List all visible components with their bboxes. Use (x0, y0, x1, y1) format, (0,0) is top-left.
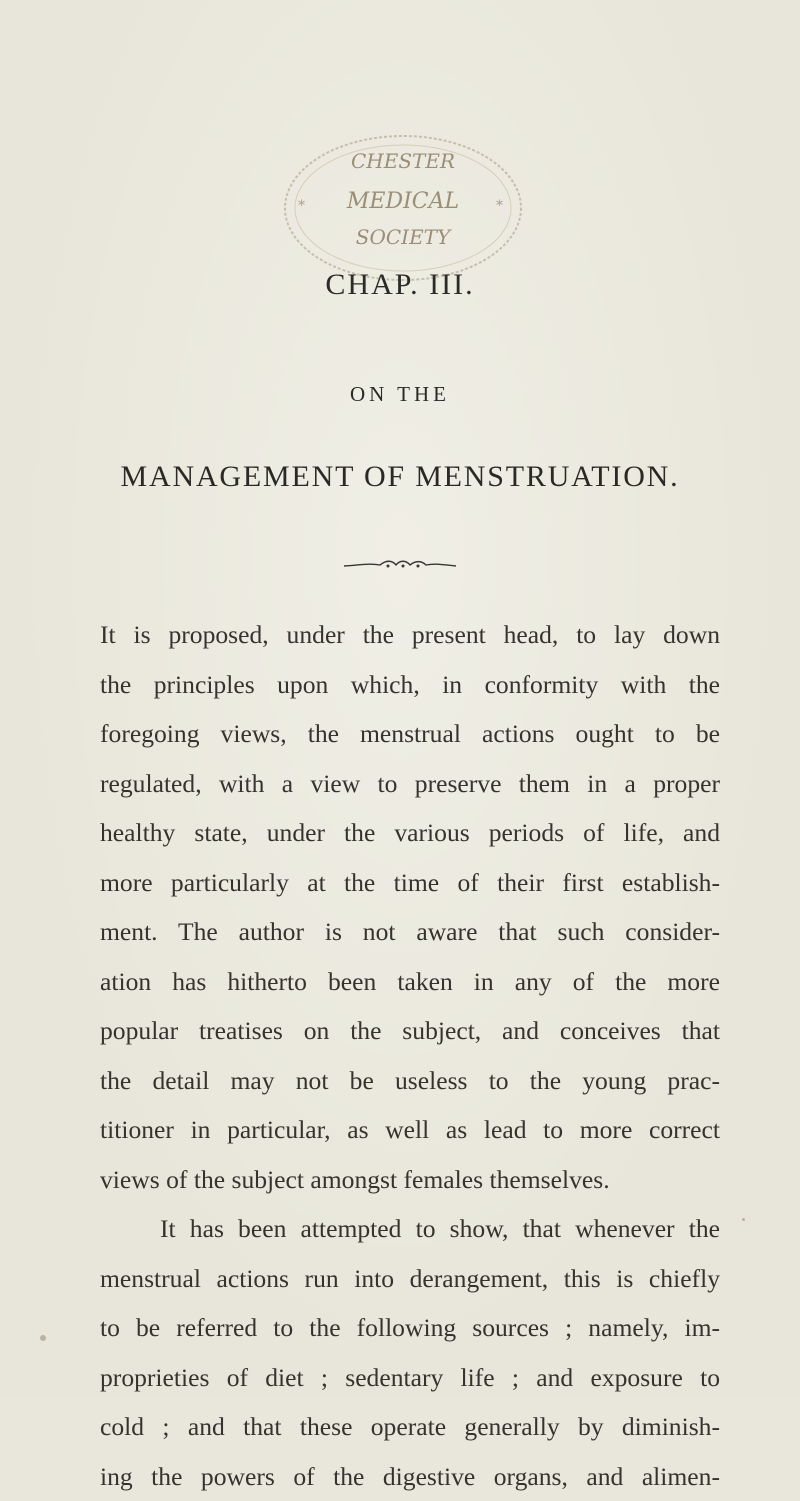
text-line: more particularly at the time of their first establish- (100, 858, 720, 908)
text-line: healthy state, under the various periods of life, and (100, 808, 720, 858)
text-line: It has been attempted to show, that whenever the (100, 1204, 720, 1254)
text-line: ment. The author is not aware that such consider- (100, 907, 720, 957)
stamp-line-3: SOCIETY (356, 225, 452, 249)
body-text (100, 610, 720, 1501)
ornament-rule-icon (340, 557, 460, 573)
text-line: proprieties of diet ; sedentary life ; and exposure to (100, 1353, 720, 1403)
text-line: ation has hitherto been taken in any of the more (100, 957, 720, 1007)
text-line: menstrual actions run into derangement, this is chiefly (100, 1254, 720, 1304)
text-line: the detail may not be useless to the young prac- (100, 1056, 720, 1106)
paper-speck (40, 1335, 46, 1341)
text-line: titioner in particular, as well as lead to more correct (100, 1105, 720, 1155)
paragraph-2 (100, 1204, 720, 1501)
text-line: regulated, with a view to preserve them in a proper (100, 759, 720, 809)
text-line: ing the powers of the digestive organs, and alimen- (100, 1452, 720, 1501)
text-line: foregoing views, the menstrual actions ought to be (100, 709, 720, 759)
paragraph-1 (100, 610, 720, 1204)
text-line: views of the subject amongst females themselves. (100, 1155, 720, 1205)
stamp-line-1: CHESTER (351, 149, 455, 173)
page-title: MANAGEMENT OF MENSTRUATION. (0, 460, 800, 494)
text-line: popular treatises on the subject, and conceives that (100, 1006, 720, 1056)
svg-text:*: * (298, 198, 305, 214)
subheading: ON THE (0, 382, 800, 407)
text-line: cold ; and that these operate generally by diminish- (100, 1402, 720, 1452)
paper-speck (742, 1218, 745, 1221)
text-line: to be referred to the following sources ; namely, im- (100, 1303, 720, 1353)
text-line: It is proposed, under the present head, to lay down (100, 610, 720, 660)
chapter-heading: CHAP. III. (300, 268, 500, 302)
stamp-line-2: MEDICAL (346, 189, 459, 214)
text-line: the principles upon which, in conformity with the (100, 660, 720, 710)
svg-text:*: * (496, 198, 503, 214)
